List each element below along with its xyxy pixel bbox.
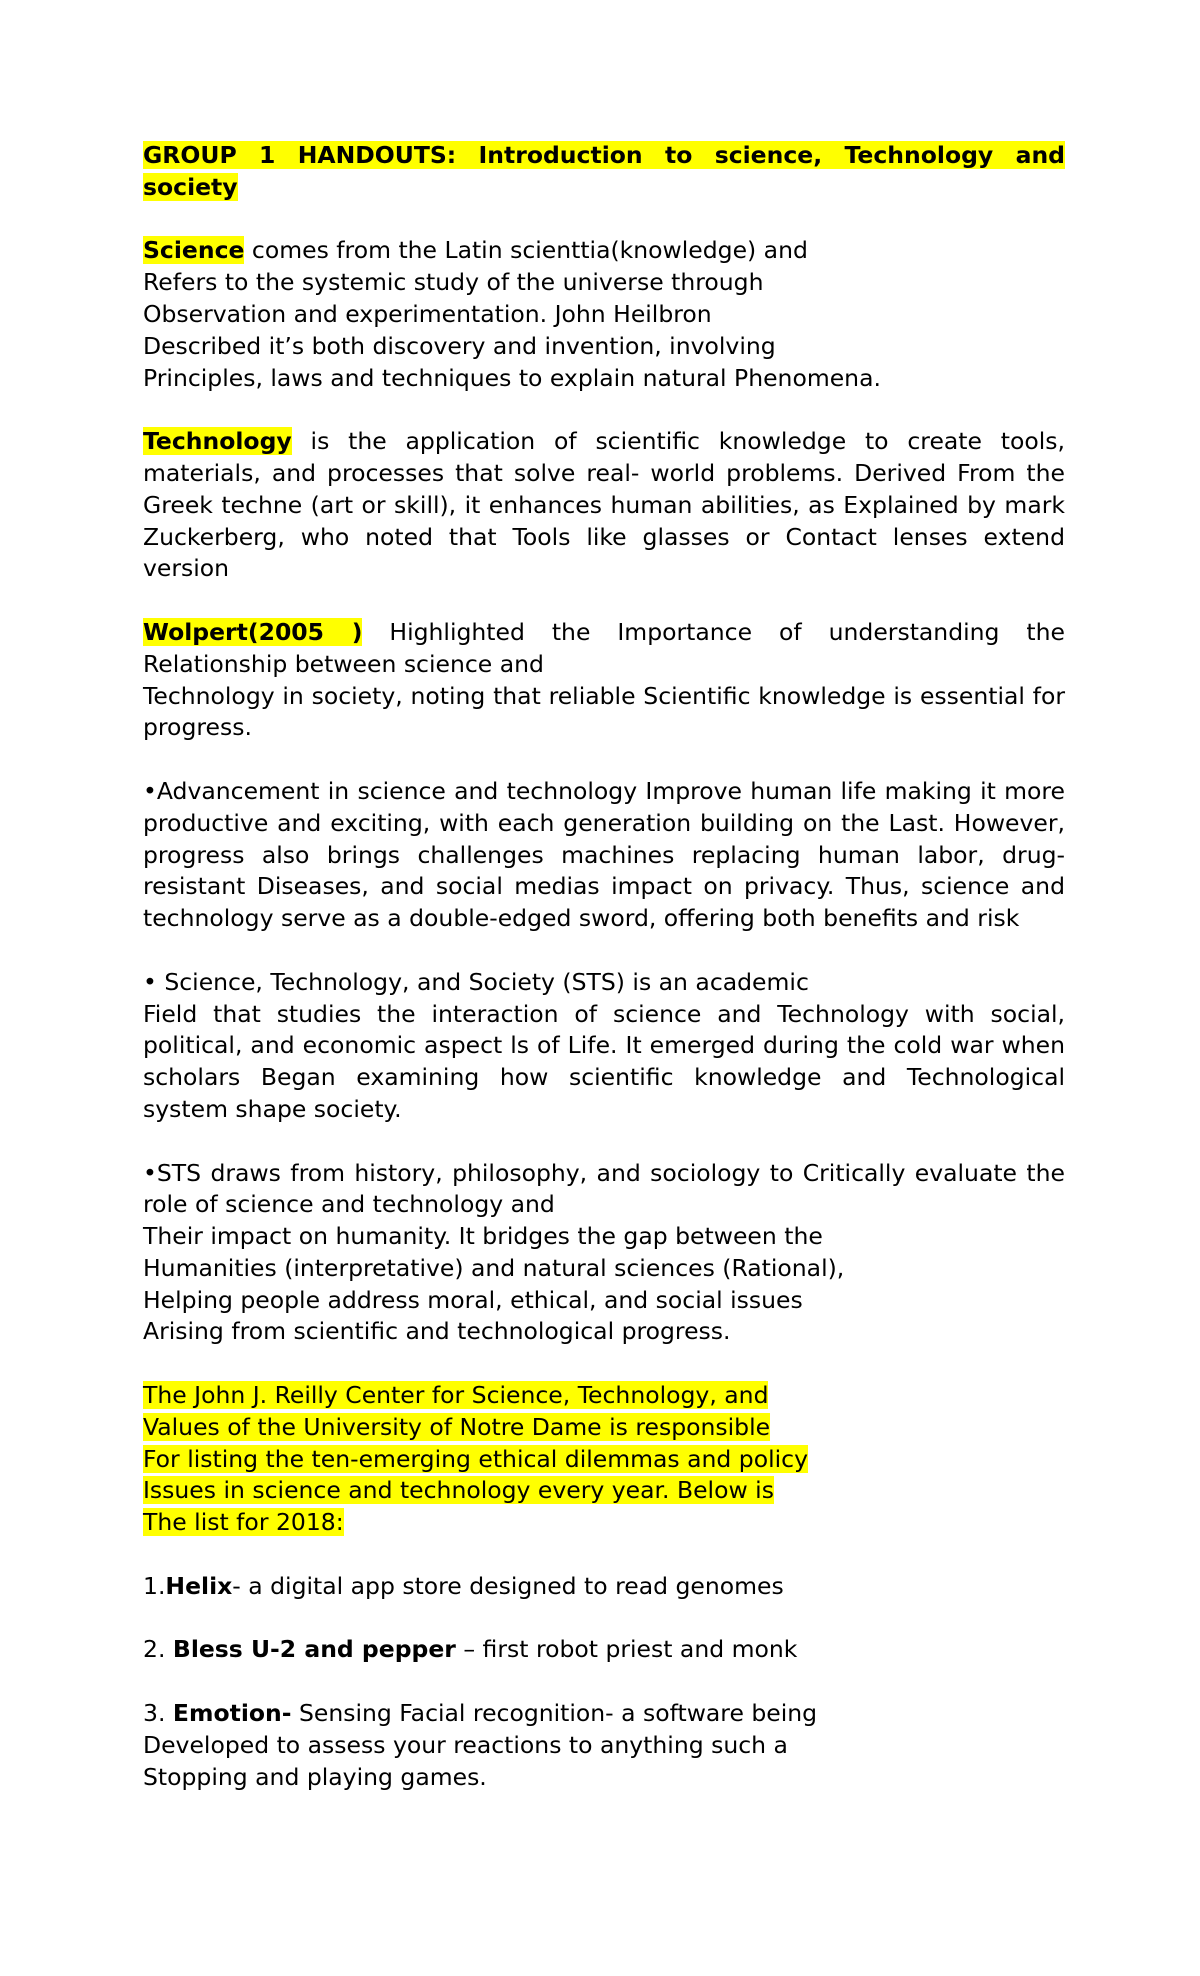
item-3-number: 3. — [143, 1699, 173, 1728]
technology-term: Technology — [143, 427, 292, 456]
science-term: Science — [143, 236, 245, 265]
sts-disciplines-line-6: Arising from scientific and technological progress. — [143, 1317, 731, 1346]
sts-disciplines-justified: •STS draws from history, philosophy, and sociology to Critically evaluate the role of science and technology and — [143, 1158, 1065, 1219]
science-line-2: Refers to the systemic study of the universe through — [143, 268, 764, 297]
reilly-text-2: Values of the University of Notre Dame is responsible — [143, 1412, 771, 1441]
emotion-line-1 — [143, 1698, 1065, 1730]
science-line-1 — [143, 235, 1065, 267]
list-item-helix — [143, 1571, 1065, 1603]
sts-disciplines-line-5: Helping people address moral, ethical, and social issues — [143, 1285, 803, 1314]
sts-disciplines-line-4: Humanities (interpretative) and natural sciences (Rational), — [143, 1253, 845, 1282]
document-page — [143, 140, 1065, 1825]
list-item-bless — [143, 1634, 1065, 1666]
item-1-name: Helix — [165, 1571, 233, 1600]
reilly-line-2 — [143, 1412, 1065, 1444]
reilly-line-3 — [143, 1444, 1065, 1476]
reilly-line-1 — [143, 1380, 1065, 1412]
reilly-text-5: The list for 2018: — [143, 1508, 344, 1537]
item-3-desc: Sensing Facial recognition- a software being — [291, 1699, 818, 1728]
bless-line — [143, 1634, 1065, 1666]
document-title — [143, 140, 1065, 204]
emotion-line-2: Developed to assess your reactions to anything such a — [143, 1730, 788, 1759]
bullet-sts-disciplines — [143, 1158, 1065, 1349]
wolpert-line-2: Relationship between science and — [143, 649, 544, 678]
item-2-desc: – first robot priest and monk — [455, 1635, 798, 1664]
sts-rest: Field that studies the interaction of science and Technology with social, political, and economic aspect ls of Life. It emerged during the cold war when scholars Began examining how scientific knowledge and Technological system shape society. — [143, 999, 1065, 1123]
bullet-advancement: •Advancement in science and technology Improve human life making it more productive and exciting, with each generation building on the Last. However, progress also brings challenges machines replacing human labor, drug-resistant Diseases, and social medias impact on privacy. Thus, science and technology serve as a double-edged sword, offering both benefits and risk — [143, 776, 1065, 933]
wolpert-term: Wolpert(2005 ) — [143, 617, 363, 646]
sts-disciplines-line-3: Their impact on humanity. It bridges the gap between the — [143, 1222, 823, 1251]
emotion-line-3: Stopping and playing games. — [143, 1762, 487, 1791]
item-3-name: Emotion- — [172, 1699, 292, 1728]
reilly-line-4 — [143, 1475, 1065, 1507]
reilly-paragraph — [143, 1380, 1065, 1539]
item-1-number: 1. — [143, 1571, 166, 1600]
wolpert-line-1 — [143, 617, 1065, 649]
reilly-text-3: For listing the ten-emerging ethical dilemmas and policy — [143, 1444, 808, 1473]
reilly-text-1: The John J. Reilly Center for Science, Technology, and — [143, 1381, 769, 1410]
science-text-1: comes from the Latin scienttia(knowledge) and — [244, 236, 808, 265]
title-highlight: GROUP 1 HANDOUTS: Introduction to science, Technology and society — [143, 141, 1065, 201]
helix-line — [143, 1571, 1065, 1603]
science-line-5: Principles, laws and techniques to explain natural Phenomena. — [143, 363, 881, 392]
wolpert-paragraph — [143, 617, 1065, 744]
science-line-3: Observation and experimentation. John Heilbron — [143, 299, 712, 328]
item-2-number: 2. — [143, 1635, 173, 1664]
wolpert-text-1: Highlighted the Importance of understanding the — [362, 617, 1065, 646]
science-line-4: Described it’s both discovery and invention, involving — [143, 331, 776, 360]
reilly-text-4: Issues in science and technology every year. Below is — [143, 1476, 774, 1505]
technology-text: is the application of scientific knowledge to create tools, materials, and processes that solve real- world problems. Derived From the Greek techne (art or skill), it enhances human abilities, as Explained by mark Zuckerberg, who noted that Tools like glasses or Contact lenses extend version — [143, 427, 1065, 583]
wolpert-rest: Technology in society, noting that reliable Scientific knowledge is essential for progress. — [143, 681, 1065, 742]
list-item-emotion — [143, 1698, 1065, 1793]
science-paragraph — [143, 235, 1065, 394]
sts-line-1: • Science, Technology, and Society (STS) is an academic — [143, 967, 809, 996]
item-1-desc: - a digital app store designed to read genomes — [232, 1571, 784, 1600]
reilly-line-5 — [143, 1507, 1065, 1539]
technology-paragraph — [143, 426, 1065, 585]
bullet-sts-definition — [143, 967, 1065, 1126]
item-2-name: Bless U-2 and pepper — [172, 1635, 456, 1664]
